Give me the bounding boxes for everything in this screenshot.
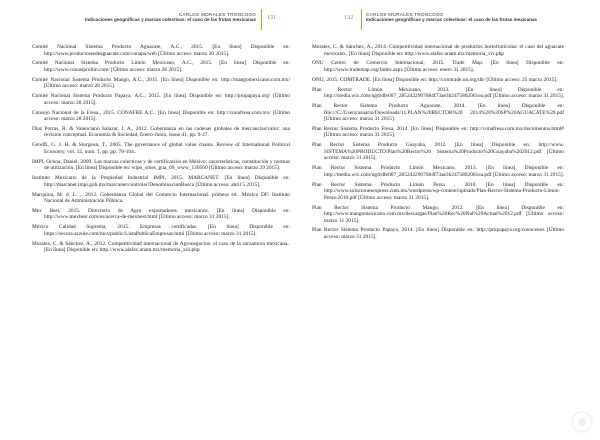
reference-entry: Plan Rector Sistema Producto Limón Mexicano, 2013. [En línea] Disponible en: http://media.wix.com/ugd/dfe007_2852422907684f73ae3b2475802061ea.pdf [Último acceso: marzo 31 2015]. xyxy=(312,165,564,178)
reference-entry: Plan Rector Sistema Producto Limón Persa , 2010. [En línea] Disponible en: http://www.solucionesexpress.com.mx/wordpress/wp-content/uploads/Plan-Rector-Sistema-Producto-Limon-Persa-2010.pdf [Último acceso: marzo 31 2015]. xyxy=(312,181,564,201)
reference-entry: Plan Rector Sistema Producto Guayaba, 2012. [En línea] Disponible en: http://www. SISTEMA%20PRODUCTO/Plan%20Rector%20 Sistema%20Producto%20Guayaba%202012.pdf [Último acceso: marzo 31 2015]. xyxy=(312,142,564,162)
running-header-right xyxy=(366,12,537,23)
running-header-left xyxy=(85,12,256,23)
reference-entry: Comité Nacional Sistema Producto Papaya, A.C., 2015. [En línea] Disponible en: http://propapaya.org/ [Último acceso: marzo 28 2015]. xyxy=(32,93,290,106)
reference-entry: ONU, 2015. COMTRADE. [En línea] Disponible en: http://comtrade.un.org/db/ [Último acceso: 25 marzo 2015]. xyxy=(312,76,558,83)
reference-entry: Plan Rector Limón Mexicano, 2013. [En línea] Disponible en: http://media.wix.com/ugd/dfe007_2852422907684f73ae3b2475802061ea.pdf [Último acceso: marzo 31 2015]. xyxy=(312,86,564,100)
reference-entry: Morales, C. & Sánchez, A., 2014. Competitividad internacional de productos hortofrutícolas: el caso del aguacate mexicano.. [En línea] Disponible en: http://www.alafec.unam.mx/memoria_xiv.php xyxy=(312,44,564,57)
watermark-logo-icon xyxy=(570,410,594,434)
reference-entry: ONU Centro de Comercio Internacional, 2015. Trade Map. [En línea] Disponible en: http://www.trademap.org/Index.aspx [Último acceso: enero 31 2015]. xyxy=(312,60,564,73)
header-subtitle: Indicaciones geográficas y marcas colectivas: el caso de las frutas mexicanas xyxy=(366,17,538,23)
header-subtitle: Indicaciones geográficas y marcas colectivas: el caso de las frutas mexicanas xyxy=(84,17,256,23)
right-page xyxy=(300,0,600,440)
reference-entry: Mex Best, 2015. Directorio de Agro exportadores mexicanos. [En línea] Disponible en: http://www.mexbest.com/es/acerca-de-mexbest.html [Último acceso: marzo 31 2015]. xyxy=(32,207,290,221)
reference-entry: Gereffi, G. J. H. & Sturgeon, T., 2005. The governance of global value chains. Review of International Political Economy, vol. 12, num. 1, pp. pp. 78-104.. xyxy=(32,142,290,155)
reference-entry: Díaz Porras, R. & Valenciano Salazar, J. A., 2012. Gobernanza en las cadenas globales de mercancías/valor: una revisión conceptual. Economía & Sociedad, Enero-Junio, Issue 41, pp. 9-27. xyxy=(32,125,290,139)
reference-entry: México Calidad Suprema, 2015. Empresas certificadas. [En línea] Disponible en: https://secure.azzule.com/mcs/public/ListaPublicaEmpresas.html [Último acceso: marzo 31 2015]. xyxy=(32,224,290,237)
header-author: CARLOS MORALES TRONCOSO xyxy=(178,12,256,17)
reference-entry: Morales, C. & Sánchez, A., 2012. Competitividad internacional de Agronegocios: el caso de la zarzamora mexicana.. [En línea] Disponible en: http://www.alafec.unam.mx/memoria_xiii.php xyxy=(32,240,290,254)
header-author: CARLOS MORALES TRONCOSO xyxy=(366,12,444,17)
reference-entry: Comité Nacional Sistema Producto Mango, A.C., 2015. [En línea] Disponible en: http://mangomexicano.com.mx/ [Último acceso: marzo 28 2015]. xyxy=(32,76,290,90)
reference-list xyxy=(32,44,290,254)
header-divider xyxy=(261,9,262,30)
reference-entry: Plan Rector Sistema Producto Papaya, 2014. [En línea] Disponible en: http://propapaya.org/conocenos [Último acceso: marzo 31 2015]. xyxy=(312,227,564,240)
reference-entry: Plan Rector Sistema Producto Fresa, 2014. [En línea] Disponible en: http://conafresa.com.mx/documentos.html# [Último acceso: marzo 31 2015]. xyxy=(312,125,564,139)
reference-list xyxy=(312,44,564,240)
header-divider xyxy=(361,9,362,30)
reference-entry: Instituto Mexicano de la Propiedad Industrial IMPI, 2015. MARCANET. [En línea] Disponible en: http://marcanet.impi.gob.mx/marcanet/controler/DenominacionBusca [Último acceso: abril 5 2015]. xyxy=(32,175,290,188)
reference-entry: Plan Rector Sistema Producto Mango, 2012. [En línea] Disponible en: http://www.mangomexicano.com.mx/descargas/Plan%20Rec%20Nal%20Actual%2012.pdf [Último acceso: marzo 31 2015]. xyxy=(312,204,564,224)
reference-entry: Consejo Nacional de la Fresa., 2015. CONAFRE A.C.. [En línea] Disponible en: http://conafresa.com.mx/ [Último acceso: marzo 28 2015]. xyxy=(32,109,290,123)
reference-entry: IMPI, Ochoa, Daniel, 2009. Las marcas colectivas y de certificación en México: características, constitución y normas de utilización. [En línea] Disponible en: wipo_smes_gua_09_www_130560 [Último acceso: marzo 29 2015]. xyxy=(32,158,290,172)
reference-entry: Comité Nacional Sistema Producto Limón Mexicano, A.C., 2015. [En línea] Disponible en: http://www.conasiprolim.com/ [Último acceso: marzo 28 2015]. xyxy=(32,60,290,73)
reference-entry: Comité Nacional Sistema Producto Aguacate, A.C., 2015. [En línea] Disponible en: http://www.productoresdeaguacate.com/conapa/web [Último acceso: marzo 30 2015]. xyxy=(32,44,290,57)
reference-entry: Marquina, M. d. L. ., 2012. Gobernanza Global del Comercio Internacional. primera ed.. México DF: Instituto Nacional de Administración Pública. xyxy=(32,191,290,205)
page-number: 132 xyxy=(344,14,354,21)
page-number: 131 xyxy=(266,14,276,21)
reference-entry: Plan Rector Sistema Producto Aguacate, 2014. [En línea] Disponible en: file:///C:/Users/usuario/Downloads/11.PLAN%20RECTOR%20 2014%20%20SP%20AGUACATE%20.pdf [Último acceso: marzo 31 2015]. xyxy=(312,103,564,123)
